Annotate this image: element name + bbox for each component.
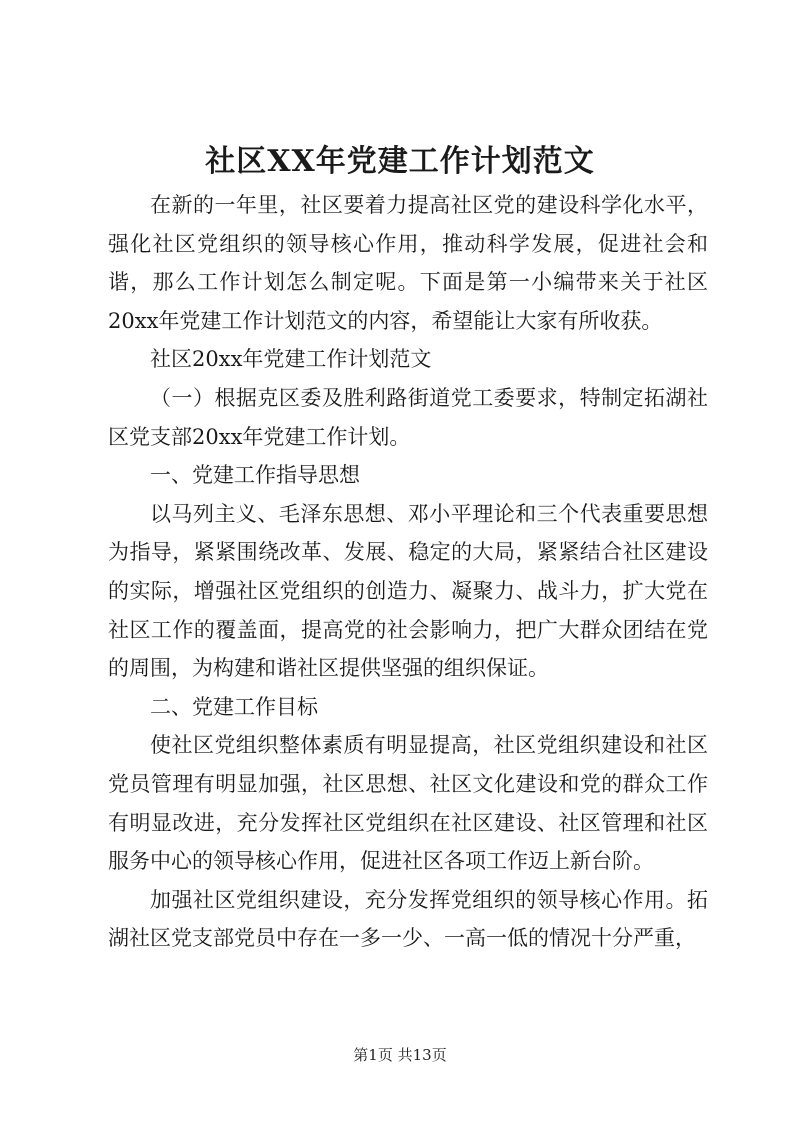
heading-guiding-thought: 一、党建工作指导思想 [150,463,360,488]
guiding-thought-paragraph: 以马列主义、毛泽东思想、邓小平理论和三个代表重要思想为指导，紧紧围绕改革、发展、稳定的大局，紧紧结合社区建设的实际，增强社区党组织的创造力、凝聚力、战斗力，扩大党在社区工作的覆盖面，提高党的社会影响力，把广大群众团结在党的周围，为构建和谐社区提供坚强的组织保证。 [108,501,708,681]
section-intro-paragraph: （一）根据克区委及胜利路街道党工委要求，特制定拓湖社区党支部20xx年党建工作计划。 [108,385,708,449]
document-body [108,186,708,958]
document-title: 社区XX年党建工作计划范文 [205,144,595,179]
work-goals-paragraph: 使社区党组织整体素质有明显提高，社区党组织建设和社区党员管理有明显加强，社区思想、社区文化建设和党的群众工作有明显改进，充分发挥社区党组织在社区建设、社区管理和社区服务中心的领导核心作用，促进社区各项工作迈上新台阶。 [108,733,708,874]
strengthen-party-paragraph: 加强社区党组织建设，充分发挥党组织的领导核心作用。拓湖社区党支部党员中存在一多一少、一高一低的情况十分严重， [108,887,708,951]
page-footer: 第1页 共13页 [353,1046,447,1064]
subtitle-paragraph: 社区20xx年党建工作计划范文 [150,347,432,372]
intro-paragraph: 在新的一年里，社区要着力提高社区党的建设科学化水平，强化社区党组织的领导核心作用，推动科学发展，促进社会和谐，那么工作计划怎么制定呢。下面是第一小编带来关于社区20xx年党建工作计划范文的内容，希望能让大家有所收获。 [108,193,708,333]
heading-work-goals: 二、党建工作目标 [150,694,318,719]
